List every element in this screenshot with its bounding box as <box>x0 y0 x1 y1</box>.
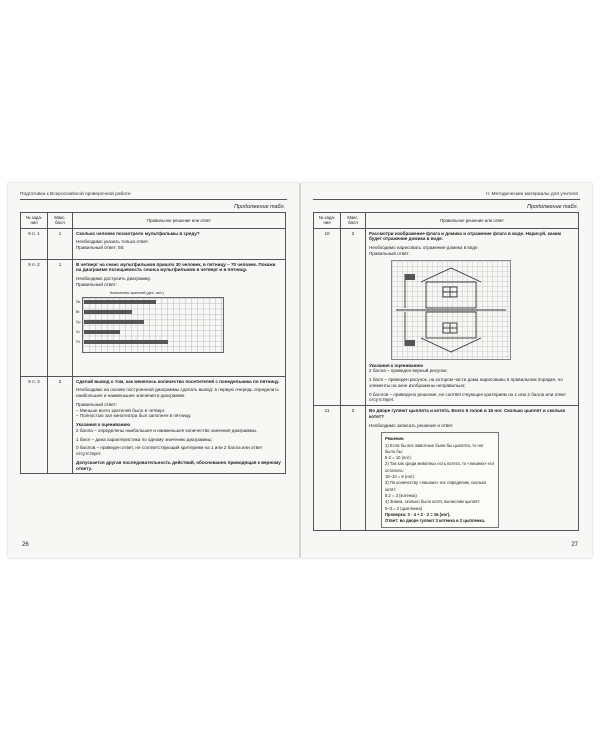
table-row <box>314 228 579 405</box>
chart-category-label: Вт. <box>76 309 81 314</box>
question-text: Во дворе гуляют цыплята и котята. Всего 5 голов и 16 ног. Сколько цыплят и сколько котят? <box>369 408 566 419</box>
answer-line: Правильный ответ: <box>369 250 410 256</box>
task-number: 9 п. 2 <box>21 259 48 376</box>
right-page <box>301 183 592 558</box>
left-page <box>8 183 299 558</box>
task-number: 10 <box>314 228 341 405</box>
grading-line: 2 балла – приведен верный рисунок; <box>369 368 448 374</box>
solution-step: 1) Если бы все животные были бы цыплята, то ног было бы: <box>385 442 484 454</box>
question-text: В четверг на сеанс мультфильмов пришло 30 человек, в пятницу – 70 человек. Покажи на диаграмме посещаемость сеанса мультфильмов в четверг и в пятницу. <box>76 261 276 273</box>
chart-bar <box>84 320 144 324</box>
col-answer: Правильное решение или ответ <box>366 213 579 229</box>
answer-line: Правильный ответ: <box>76 281 117 287</box>
answer-line: Необходимо достроить диаграмму. <box>76 276 151 282</box>
solution-step: 2) Так как среди животных есть котята, то «лишних» ног осталось: <box>385 461 495 473</box>
question-text: Рассмотри изображение флага и домика и отражение флага в воде. Нарисуй, каким будет отражение домика в воде. <box>369 230 561 242</box>
header-rule <box>313 199 580 200</box>
grading-line: 0 баллов – приведен ответ, не соответствующий критериям на 1 или 2 балла или ответ отсутствует. <box>76 445 263 457</box>
solution-step: 16–10 = 6 (ног). <box>385 474 416 480</box>
header-rule <box>20 199 287 200</box>
solution-step: 5·2 = 10 (ног). <box>385 455 412 461</box>
max-score: 2 <box>341 406 366 531</box>
task-number: 9 п. 1 <box>21 228 48 259</box>
col-max: Макс. балл <box>341 213 366 229</box>
grading-line: 1 балл – дана характеристика по одному значению диаграммы; <box>76 436 213 442</box>
running-header: Подготовка к Всероссийской проверочной работе <box>20 192 131 197</box>
answer-line: Необходимо нарисовать отражение домика в воде. <box>369 245 479 251</box>
house-reflection-drawing <box>391 260 511 360</box>
task-number: 11 <box>314 406 341 531</box>
col-max: Макс. балл <box>48 213 73 229</box>
grading-line: 0 баллов – приведено решение, не соответствующее критериям на 1 или 2 балла или ответ отсутствует. <box>369 391 567 403</box>
chart-grid <box>82 297 224 353</box>
solution-step: 4) Знаем, сколько было котят, вычислим цыплят: <box>385 499 481 505</box>
chart-bar <box>84 300 156 304</box>
grading-line: 1 балл – приведен рисунок, на котором части дома нарисованы в правильном порядке, но элементы на окне изображены неправильно; <box>369 377 563 388</box>
table-header-row <box>21 213 286 229</box>
answer-line: Необходимо записать решение и ответ. <box>369 422 454 428</box>
solution-box <box>381 432 499 528</box>
answer-line: – Полностью зал кинотеатра был заполнен в пятницу. <box>76 413 192 419</box>
chart-category-label: Ср. <box>76 319 82 324</box>
answer-line: Необходимо указать только ответ. <box>76 239 149 245</box>
chart-category-label: Пт. <box>76 339 81 344</box>
table-row <box>21 376 286 474</box>
flag <box>405 274 415 280</box>
chart-bar <box>84 340 168 344</box>
reflection-wall <box>426 312 476 338</box>
answer-line: – Меньше всего зрителей было в четверг. <box>76 407 166 413</box>
grading-title: Указания к оцениванию <box>369 362 424 368</box>
page-number: 27 <box>571 542 578 548</box>
house-wall <box>426 282 476 308</box>
table-row <box>21 259 286 376</box>
max-score: 1 <box>48 259 73 376</box>
running-header: II. Методические материалы для учителя <box>486 192 578 197</box>
answer-table <box>313 212 579 531</box>
answer-table <box>20 212 286 474</box>
max-score: 1 <box>48 228 73 259</box>
flag-reflection <box>405 340 415 346</box>
answer-line: Правильный ответ: 50. <box>76 245 125 251</box>
grading-title: Указания к оцениванию <box>76 422 131 428</box>
chart-title: Количество зрителей (дес. чел.) <box>110 290 164 295</box>
table-row <box>314 406 579 531</box>
solution-check: Проверка: 3 · 4 + 2 · 2 = 16 (ног). <box>385 511 451 517</box>
question-text: Сделай вывод о том, как менялось количество посетителей с понедельника по пятницу. <box>76 378 280 384</box>
page-number: 26 <box>22 542 29 548</box>
answer-line: Необходимо на основе построенной диаграммы сделать вывод: в первую очередь определить наибольшее и наименьшее значения в диаграмме. <box>76 387 279 399</box>
bar-chart <box>76 291 226 355</box>
house-roof <box>421 268 481 282</box>
solution-step: 6:2 = 3 (котенка) <box>385 492 417 498</box>
max-score: 2 <box>341 228 366 405</box>
table-row <box>21 228 286 259</box>
grading-line: 2 балла – определены наибольшее и наименьшее количество значения диаграммы. <box>76 427 258 433</box>
solution-step: 3) По количеству «лишних» ног определим, сколько котят: <box>385 480 487 492</box>
col-task: № зада-ния <box>314 213 341 229</box>
solution-title: Решение. <box>385 436 405 442</box>
answer-line: Правильный ответ: <box>76 401 117 407</box>
continuation-label: Продолжение табл. <box>234 204 285 210</box>
chart-bar <box>84 330 120 334</box>
max-score: 2 <box>48 376 73 474</box>
house-diagram <box>391 260 511 360</box>
col-answer: Правильное решение или ответ <box>73 213 286 229</box>
chart-bar <box>84 310 132 314</box>
solution-answer: Ответ: во дворе гуляют 3 котенка и 2 цыпленка. <box>385 518 485 524</box>
chart-category-label: Чт. <box>76 329 81 334</box>
question-text: Сколько человек посмотрело мультфильмы в среду? <box>76 230 200 236</box>
task-number: 9 п. 3 <box>21 376 48 474</box>
reflection-roof <box>421 338 481 352</box>
solution-step: 5–3 = 2 (цыпленка) <box>385 505 423 511</box>
chart-category-label: Пн. <box>76 299 82 304</box>
continuation-label: Продолжение табл. <box>527 204 578 210</box>
note-text: Допускается другая последовательность действий, обоснованно приводящая к верному ответу. <box>76 459 281 471</box>
col-task: № зада-ния <box>21 213 48 229</box>
table-header-row <box>314 213 579 229</box>
